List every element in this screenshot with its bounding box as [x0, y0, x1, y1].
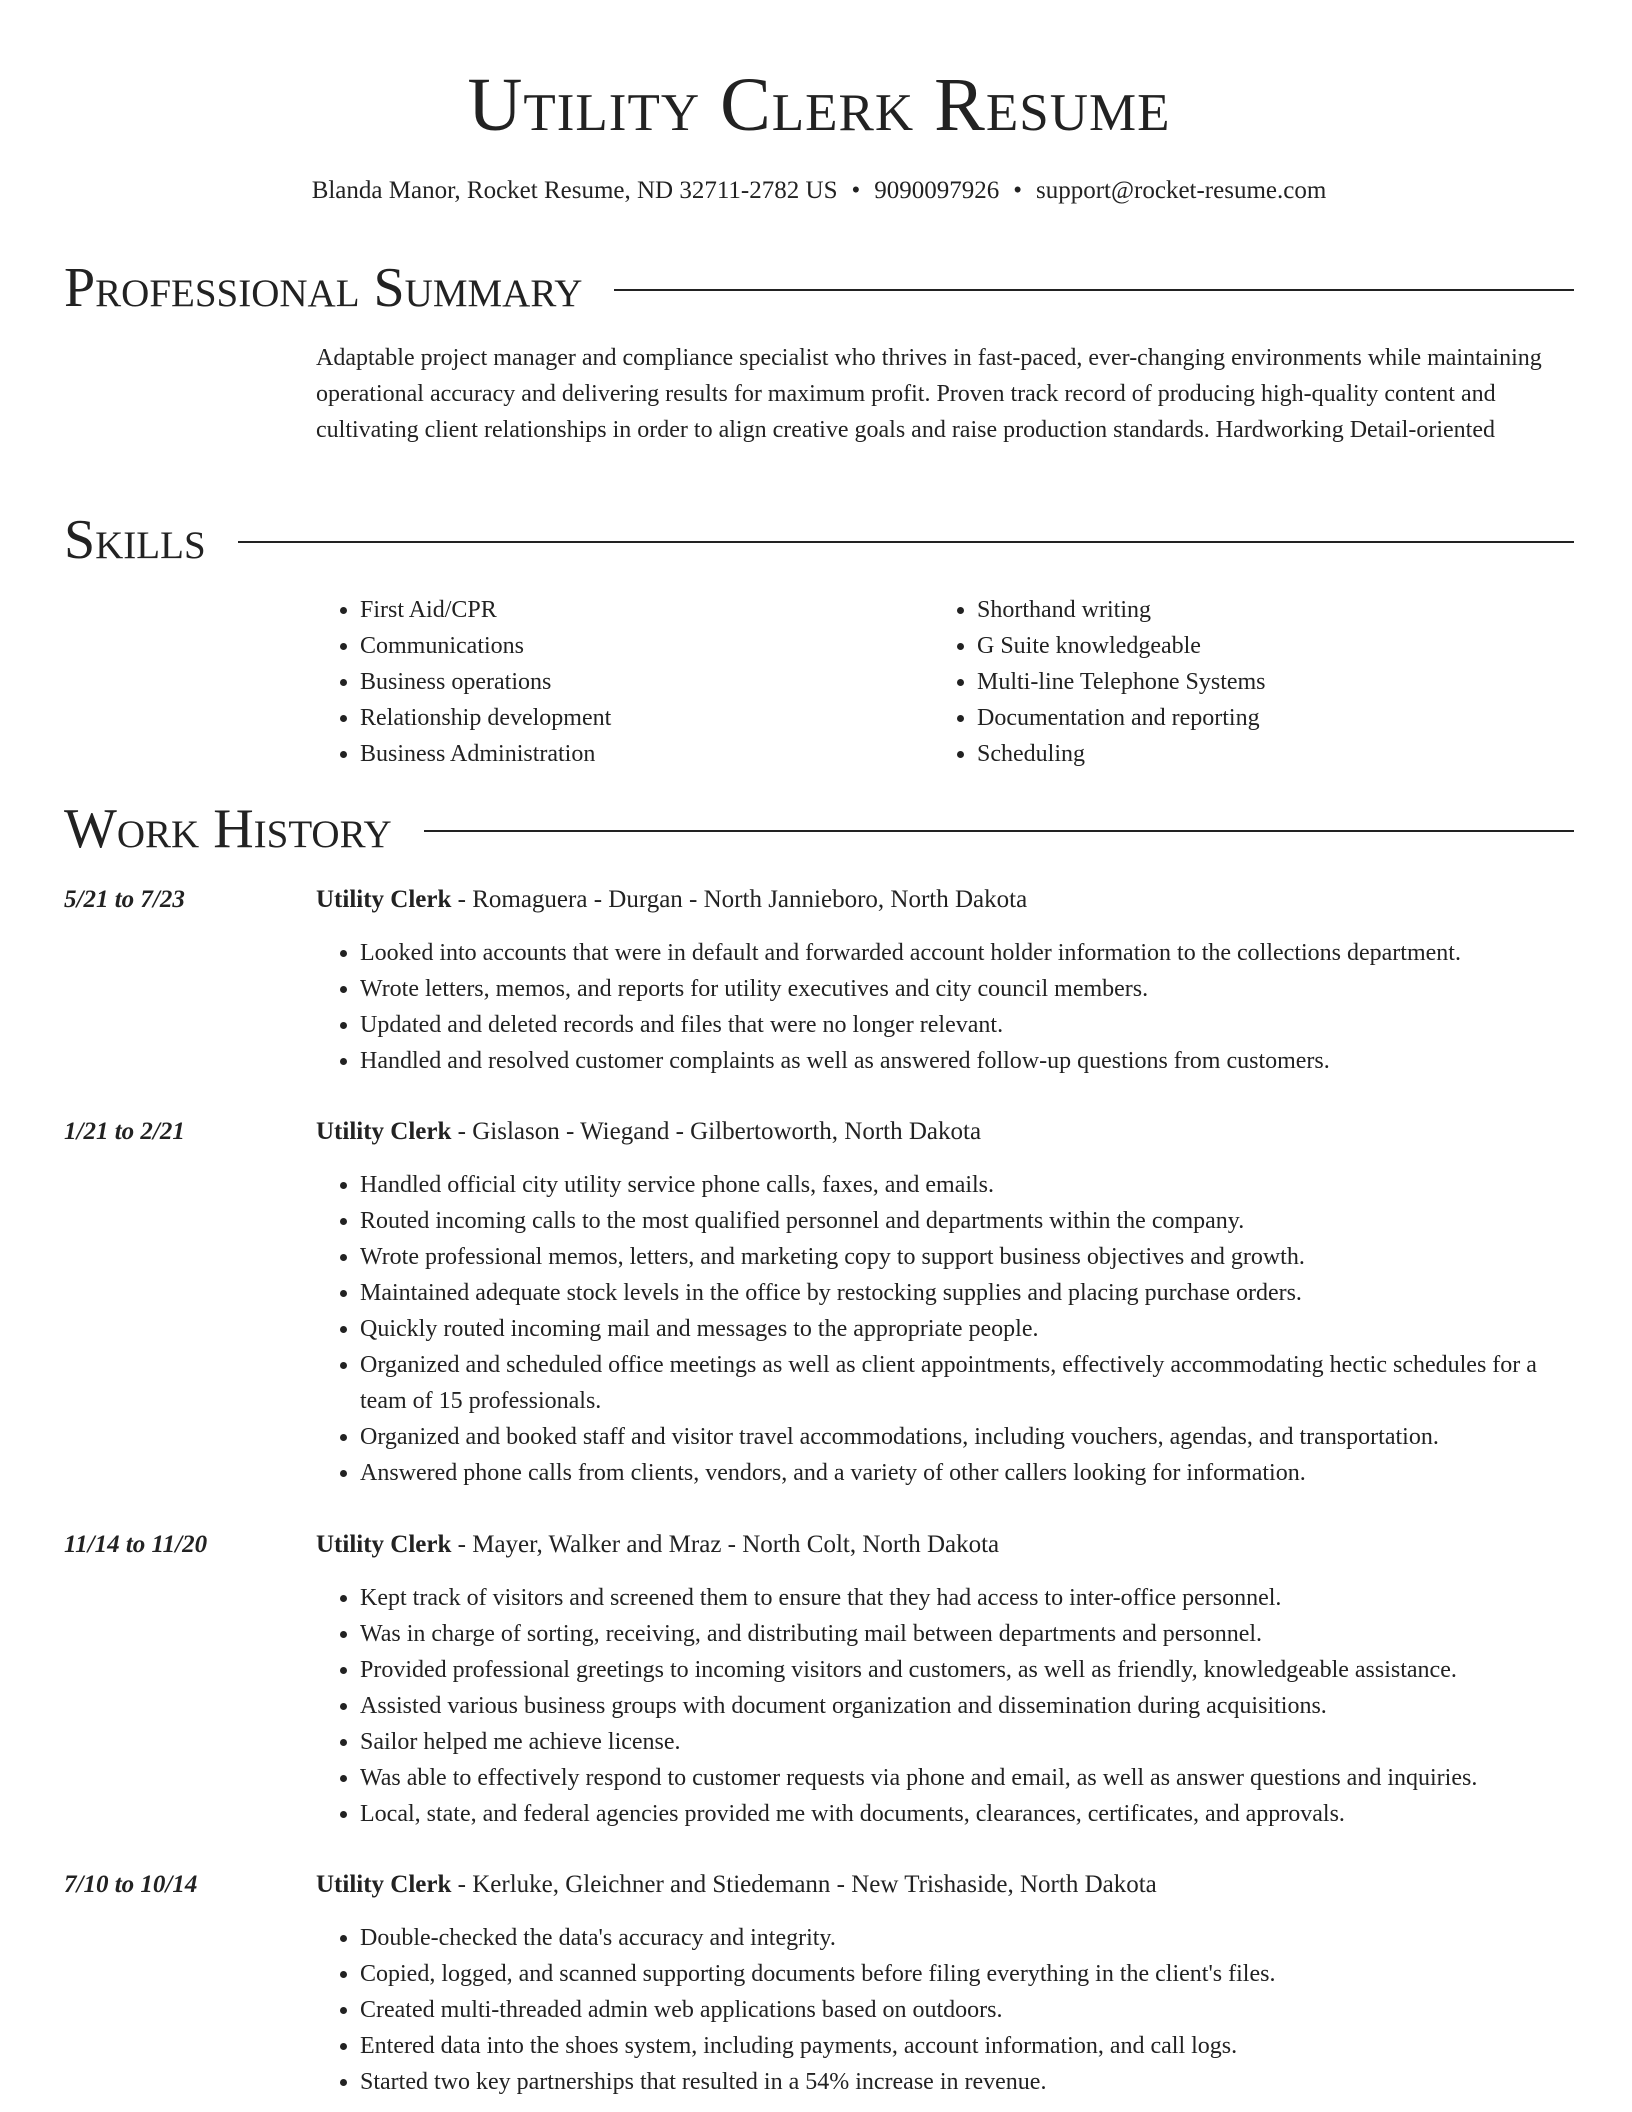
job-bullets: [316, 1920, 1574, 2100]
job-heading: [316, 1527, 999, 1563]
section-header-work: [64, 797, 1574, 861]
job-bullet: • Quickly routed incoming mail and messages to the appropriate people.: [360, 1311, 1574, 1347]
contact-phone: 9090097926: [874, 177, 1000, 204]
contact-address: Blanda Manor, Rocket Resume, ND 32711-2782 US: [311, 177, 838, 204]
job-bullets: [316, 935, 1574, 1079]
job-bullet: • Double-checked the data's accuracy and integrity.: [360, 1920, 1574, 1956]
skill-item: • Shorthand writing: [977, 592, 1550, 628]
job-bullet: • Created multi-threaded admin web applications based on outdoors.: [360, 1992, 1574, 2028]
job-heading: [316, 1867, 1157, 1903]
skill-item: • Business operations: [360, 664, 933, 700]
skill-item: • Relationship development: [360, 700, 933, 736]
job-heading: [316, 1114, 981, 1150]
job-bullet: • Provided professional greetings to incoming visitors and customers, as well as friendly, knowledgeable assistance.: [360, 1652, 1574, 1688]
skills-column-right: [933, 592, 1550, 772]
job-title: Utility Clerk: [316, 1531, 452, 1558]
job-bullet: • Local, state, and federal agencies provided me with documents, clearances, certificates, and approvals.: [360, 1796, 1574, 1832]
job-employer: - Kerluke, Gleichner and Stiedemann - New Trishaside, North Dakota: [451, 1871, 1157, 1898]
job-bullet: • Organized and scheduled office meetings as well as client appointments, effectively accommodating hectic schedules for a team of 15 professionals.: [360, 1347, 1574, 1419]
job-dates: 1/21 to 2/21: [64, 1118, 185, 1145]
job-bullet: • Handled official city utility service phone calls, faxes, and emails.: [360, 1167, 1574, 1203]
job-bullet: • Sailor helped me achieve license.: [360, 1724, 1574, 1760]
job-dates: 5/21 to 7/23: [64, 886, 185, 913]
contact-line: [64, 174, 1574, 208]
section-divider: [424, 830, 1574, 832]
job-dates: 7/10 to 10/14: [64, 1871, 198, 1898]
job-bullet: • Wrote letters, memos, and reports for utility executives and city council members.: [360, 971, 1574, 1007]
job-bullet: • Wrote professional memos, letters, and marketing copy to support business objectives and growth.: [360, 1239, 1574, 1275]
job-employer: - Gislason - Wiegand - Gilbertoworth, North Dakota: [451, 1118, 982, 1145]
skill-item: • Documentation and reporting: [977, 700, 1550, 736]
job-bullet: • Assisted various business groups with document organization and dissemination during acquisitions.: [360, 1688, 1574, 1724]
job-bullet: • Routed incoming calls to the most qualified personnel and departments within the company.: [360, 1203, 1574, 1239]
contact-separator: •: [1013, 177, 1022, 204]
section-title-work: Work History: [64, 798, 392, 860]
job-bullets: [316, 1167, 1574, 1491]
skill-item: • Multi-line Telephone Systems: [977, 664, 1550, 700]
section-divider: [614, 289, 1574, 291]
job-bullet: • Started two key partnerships that resulted in a 54% increase in revenue.: [360, 2064, 1574, 2100]
section-divider: [238, 541, 1574, 543]
contact-separator: •: [851, 177, 861, 204]
job-bullet: • Updated and deleted records and files that were no longer relevant.: [360, 1007, 1574, 1043]
job-dates: 11/14 to 11/20: [64, 1531, 208, 1558]
job-bullet: • Answered phone calls from clients, vendors, and a variety of other callers looking for information.: [360, 1455, 1574, 1491]
summary-text: Adaptable project manager and compliance specialist who thrives in fast-paced, ever-changing environments while maintaining operational accuracy and delivering results for maximum profit. Proven track record of producing high-quality content and cultivating client relationships in order to align creative goals and raise production standards. Hardworking Detail-oriented: [316, 345, 1542, 443]
skills-column-left: [316, 592, 933, 772]
job-bullet: • Organized and booked staff and visitor travel accommodations, including vouchers, agendas, and transportation.: [360, 1419, 1574, 1455]
job-bullet: • Was in charge of sorting, receiving, and distributing mail between departments and personnel.: [360, 1616, 1574, 1652]
job-bullet: • Kept track of visitors and screened them to ensure that they had access to inter-office personnel.: [360, 1580, 1574, 1616]
job-employer: - Mayer, Walker and Mraz - North Colt, North Dakota: [451, 1531, 1000, 1558]
skill-item: • G Suite knowledgeable: [977, 628, 1550, 664]
skills-list: [316, 592, 1574, 772]
job-title: Utility Clerk: [316, 1118, 452, 1145]
job-title: Utility Clerk: [316, 1871, 452, 1898]
job-bullet: • Looked into accounts that were in default and forwarded account holder information to the collections department.: [360, 935, 1574, 971]
section-title-summary: Professional Summary: [64, 257, 583, 319]
section-header-skills: [64, 508, 1574, 572]
job-bullet: • Was able to effectively respond to customer requests via phone and email, as well as answer questions and inquiries.: [360, 1760, 1574, 1796]
skill-item: • Scheduling: [977, 736, 1550, 772]
job-heading: [316, 882, 1027, 918]
job-bullet: • Handled and resolved customer complaints as well as answered follow-up questions from customers.: [360, 1043, 1574, 1079]
section-header-summary: [64, 256, 1574, 320]
section-title-skills: Skills: [64, 509, 206, 571]
job-title: Utility Clerk: [316, 886, 452, 913]
job-bullet: • Maintained adequate stock levels in the office by restocking supplies and placing purchase orders.: [360, 1275, 1574, 1311]
contact-email: support@rocket-resume.com: [1036, 177, 1327, 204]
skill-item: • Business Administration: [360, 736, 933, 772]
skill-item: • First Aid/CPR: [360, 592, 933, 628]
job-bullet: • Copied, logged, and scanned supporting documents before filing everything in the client's files.: [360, 1956, 1574, 1992]
job-bullet: • Entered data into the shoes system, including payments, account information, and call logs.: [360, 2028, 1574, 2064]
skill-item: • Communications: [360, 628, 933, 664]
job-bullets: [316, 1580, 1574, 1832]
page-title: Utility Clerk Resume: [467, 63, 1171, 147]
job-employer: - Romaguera - Durgan - North Jannieboro, North Dakota: [451, 886, 1028, 913]
